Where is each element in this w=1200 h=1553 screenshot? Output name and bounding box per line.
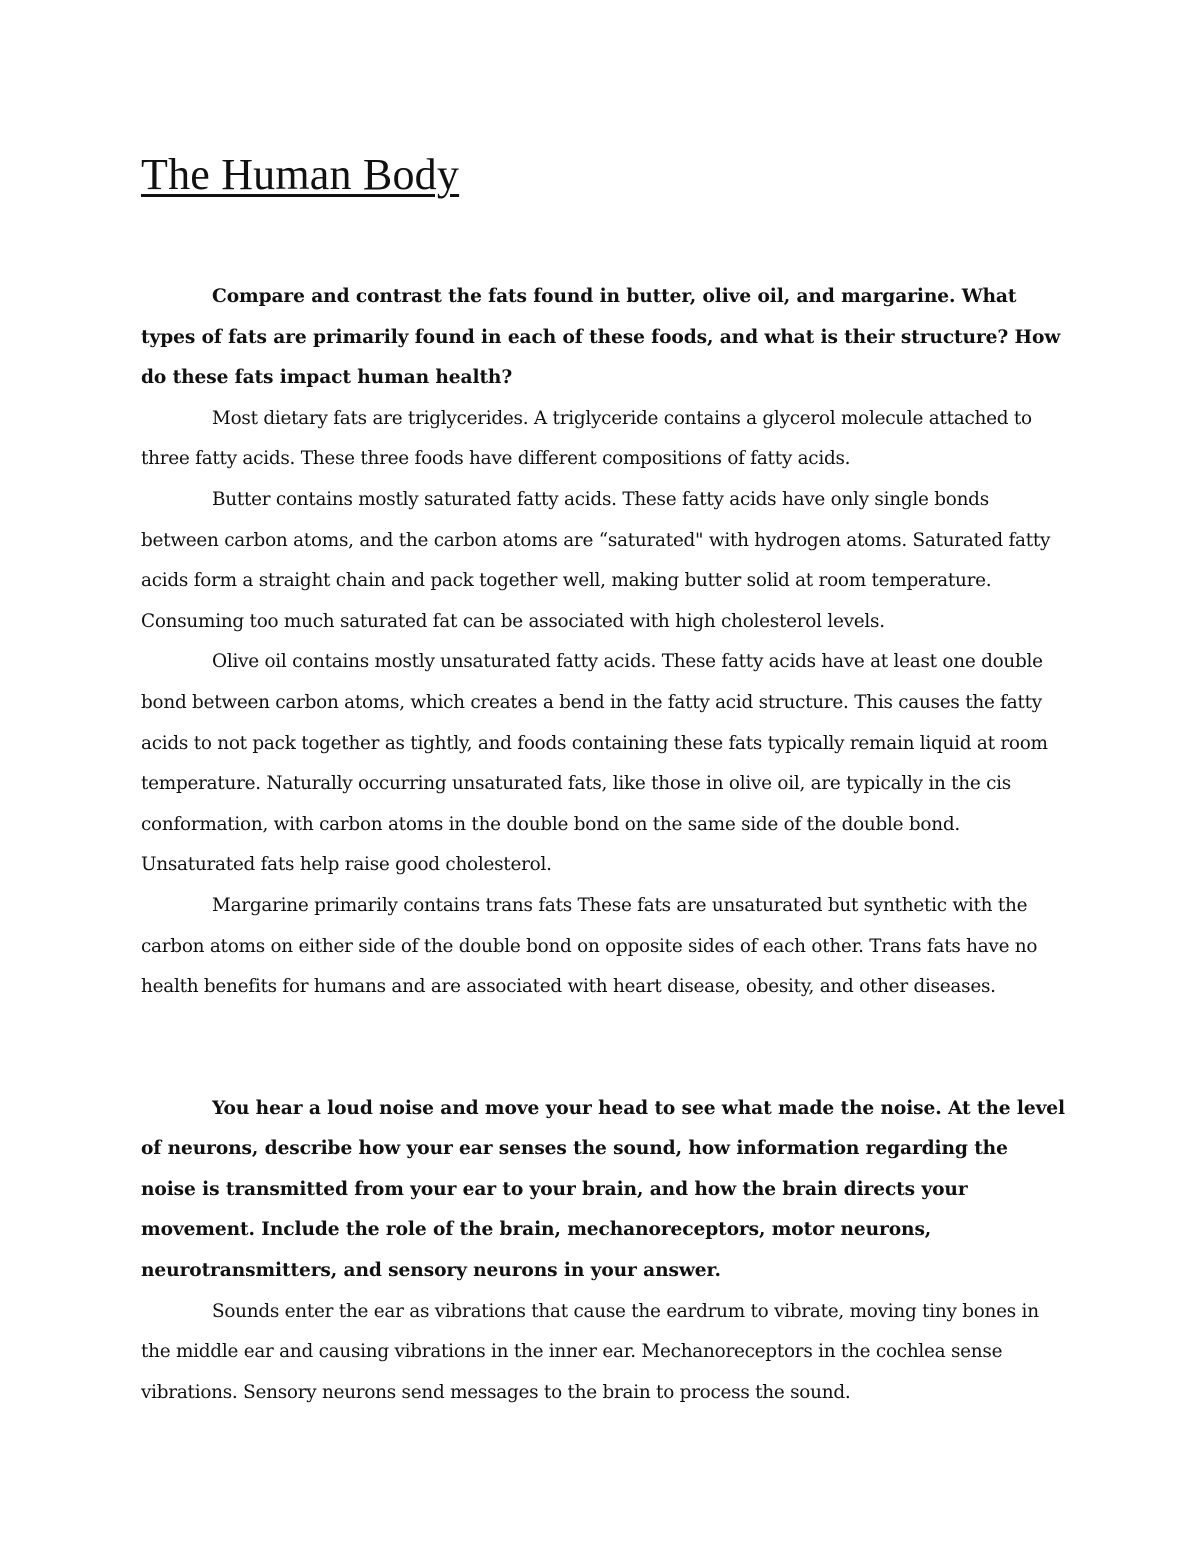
- answer-paragraph-triglycerides: Most dietary fats are triglycerides. A triglyceride contains a glycerol molecule attached to three fatty acids. These three foods have different compositions of fatty acids.: [141, 407, 1032, 470]
- answer-paragraph-margarine: Margarine primarily contains trans fats These fats are unsaturated but synthetic with the carbon atoms on either side of the double bond on opposite sides of each other. Trans fats have no health benefits for humans and are associated with heart disease, obesity, and other diseases.: [141, 894, 1038, 998]
- document-body: [141, 146, 1065, 1413]
- answer-paragraph-butter: Butter contains mostly saturated fatty acids. These fatty acids have only single bonds between carbon atoms, and the carbon atoms are “saturated" with hydrogen atoms. Saturated fatty acids form a straight chain and pack together well, making butter solid at room temperature. Consuming too much saturated fat can be associated with high cholesterol levels.: [141, 488, 1051, 632]
- answer-paragraph-olive-oil: Olive oil contains mostly unsaturated fatty acids. These fatty acids have at least one double bond between carbon atoms, which creates a bend in the fatty acid structure. This causes the fatty acids to not pack together as tightly, and foods containing these fats typically remain liquid at room temperature. Naturally occurring unsaturated fats, like those in olive oil, are typically in the cis conformation, with carbon atoms in the double bond on the same side of the double bond. Unsaturated fats help raise good cholesterol.: [141, 651, 1048, 876]
- section-fats: [141, 277, 1065, 1008]
- section-neurons: [141, 1089, 1065, 1414]
- document-title: The Human Body: [141, 150, 460, 199]
- question-neurons: You hear a loud noise and move your head to see what made the noise. At the level of neurons, describe how your ear senses the sound, how information regarding the noise is transmitted from your ear to your brain, and how the brain directs your movement. Include the role of the brain, mechanoreceptors, motor neurons, neurotransmitters, and sensory neurons in your answer.: [141, 1097, 1065, 1282]
- question-fats: Compare and contrast the fats found in butter, olive oil, and margarine. What types of fats are primarily found in each of these foods, and what is their structure? How do these fats impact human health?: [141, 286, 1061, 389]
- answer-paragraph-sound: Sounds enter the ear as vibrations that cause the eardrum to vibrate, moving tiny bones in the middle ear and causing vibrations in the inner ear. Mechanoreceptors in the cochlea sense vibrations. Sensory neurons send messages to the brain to process the sound.: [141, 1300, 1039, 1403]
